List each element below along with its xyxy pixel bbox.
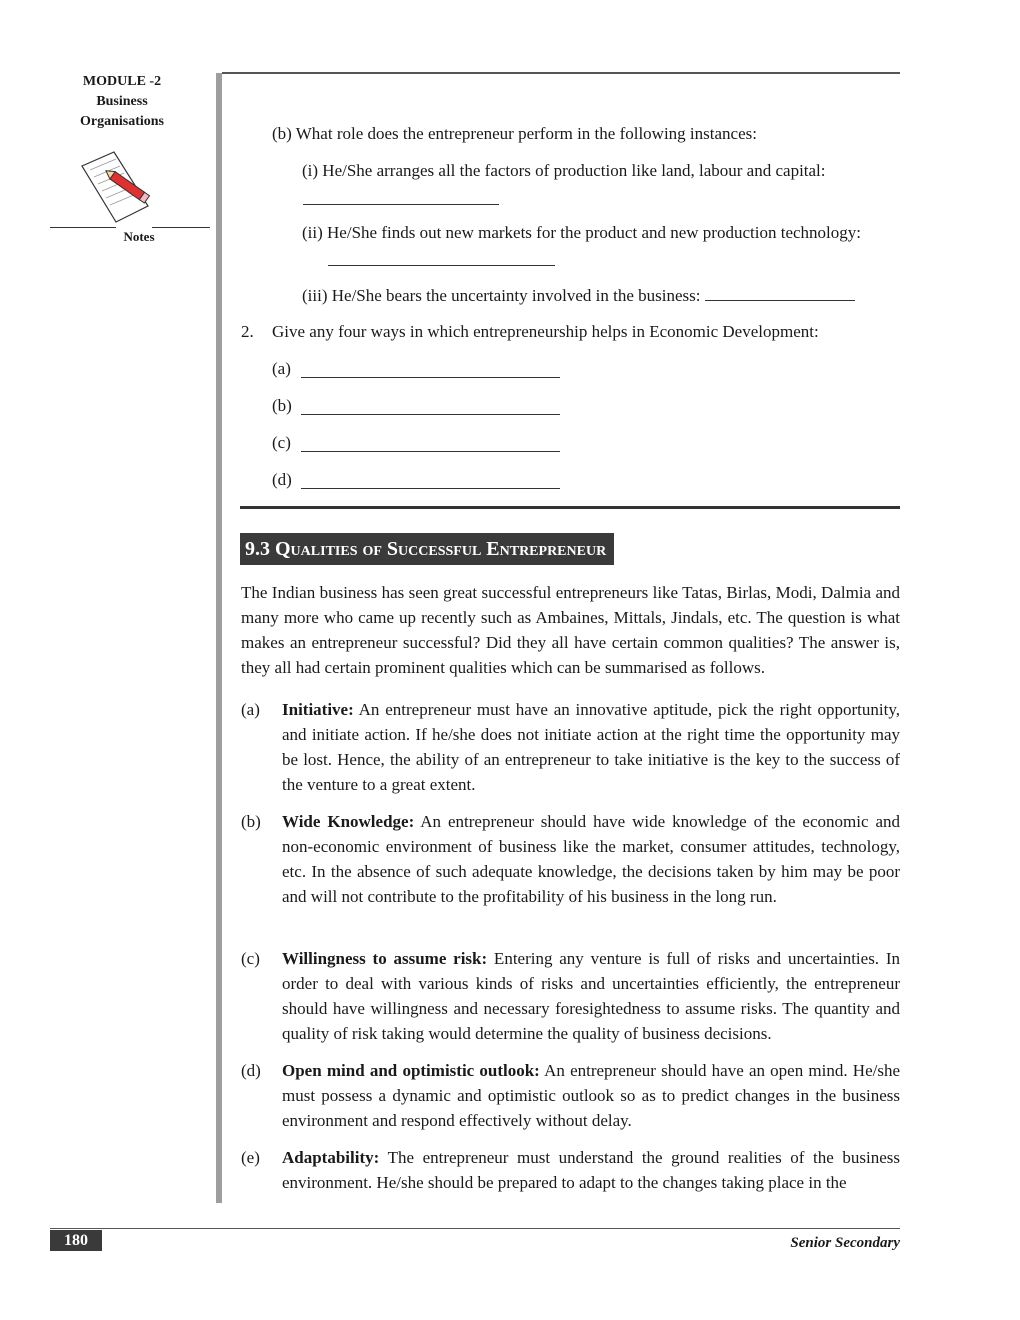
list-item-adaptability [241,1145,900,1195]
list-item-initiative [241,697,900,797]
list-item-term: Wide Knowledge: [282,812,415,831]
answer-blank-2b[interactable] [301,399,560,415]
question-2-number: 2. [241,322,254,341]
top-rule [222,72,900,74]
list-item-label: (d) [241,1061,261,1080]
question-1b-iii-text: (iii) He/She bears the uncertainty involved in the business: [302,286,701,305]
list-item-label: (b) [241,812,261,831]
page-number: 180 [50,1230,102,1251]
question-2-option-a: (a) [272,359,291,378]
section-heading [240,533,614,565]
list-item-term: Initiative: [282,700,354,719]
list-item-text: Entering any venture is full of risks and uncertainties. In order to deal with various kinds of risks and uncertainties efficiently, the entrepreneur should have willingness and necessary foresightedness to assume risks. The quantity and quality of risk taking would determine the quality of business decisions. [282,949,900,1043]
list-item-label: (e) [241,1148,260,1167]
intro-paragraph: The Indian business has seen great successful entrepreneurs like Tatas, Birlas, Modi, Dalmia and many more who came up recently such as Ambaines, Mittals, Jindals, etc. The question is what makes an entrepreneur successful? Did they all have certain common qualities? The answer is, they all had certain prominent qualities which can be summarised as follows. [241,583,900,677]
list-item-label: (a) [241,700,260,719]
footer-rule [50,1228,900,1229]
answer-blank-1b-i[interactable] [303,189,499,205]
notes-label: Notes [123,229,155,244]
list-item-text: An entrepreneur should have an open mind. He/she must possess a dynamic and optimistic outlook so as to predict changes in the business environment and respond effectively without delay. [282,1061,900,1130]
module-heading [60,72,184,132]
question-1b-prompt: (b) What role does the entrepreneur perform in the following instances: [272,124,757,143]
list-item-open-mind [241,1058,900,1133]
question-1b-i: (i) He/She arranges all the factors of production like land, labour and capital: [302,161,826,180]
question-2-option-c: (c) [272,433,291,452]
notes-rule-right [152,227,210,228]
section-title: Qualities of Successful Entrepreneur [275,538,607,560]
list-item-wide-knowledge [241,809,900,909]
module-subject-line2: Organisations [79,114,164,129]
answer-blank-2a[interactable] [301,362,560,378]
section-divider [240,506,900,509]
answer-blank-2c[interactable] [301,436,560,452]
list-item-term: Open mind and optimistic outlook: [282,1061,540,1080]
question-1b-ii: (ii) He/She finds out new markets for the product and new production technology: [302,223,861,242]
notes-rule-left [50,227,116,228]
list-item-text: An entrepreneur should have wide knowledge of the economic and non-economic environment of business like the market, consumer attitudes, technology, etc. In the absence of such adequate knowledge, the decisions taken by him may be poor and will not contribute to the profitability of his business in the long run. [282,812,900,906]
module-subject-line1: Business [96,94,148,109]
answer-blank-2d[interactable] [301,473,560,489]
section-number: 9.3 [245,538,270,560]
list-item-label: (c) [241,949,260,968]
question-1b-iii [302,285,855,306]
list-item-term: Willingness to assume risk: [282,949,488,968]
question-2-option-b: (b) [272,396,292,415]
list-item-willingness-to-assume-risk [241,946,900,1046]
module-label: MODULE -2 [82,74,162,89]
content-margin-bar [216,73,222,1203]
question-2-text: Give any four ways in which entrepreneurship helps in Economic Development: [272,322,819,341]
answer-blank-1b-ii[interactable] [328,250,555,266]
answer-blank-1b-iii[interactable] [705,285,855,301]
list-item-text: An entrepreneur must have an innovative aptitude, pick the right opportunity, and initiate action. If he/she does not initiate action at the right time the opportunity may be lost. Hence, the ability of an entrepreneur to take initiative is the key to the success of the venture to a great extent. [282,700,900,794]
footer-series: Senior Secondary [790,1235,900,1251]
notes-pencil-icon [78,148,154,228]
question-2-option-d: (d) [272,470,292,489]
list-item-term: Adaptability: [282,1148,380,1167]
list-item-text: The entrepreneur must understand the ground realities of the business environment. He/she should be prepared to adapt to the changes taking place in the [282,1148,900,1192]
